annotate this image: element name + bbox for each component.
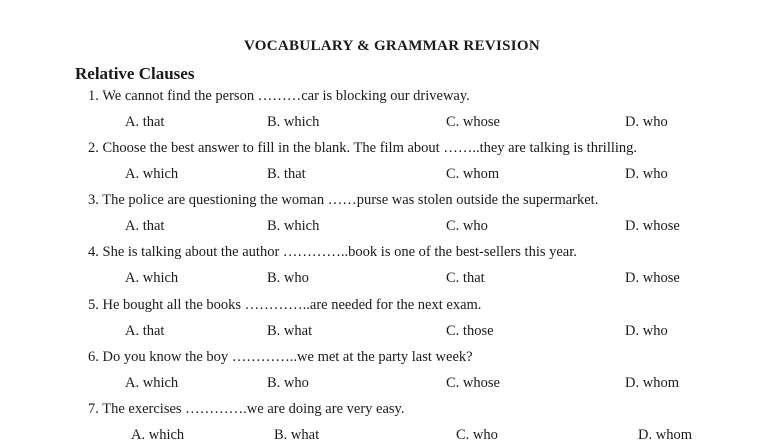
option-c: C. who xyxy=(446,218,488,234)
option-c: C. who xyxy=(456,427,498,441)
question-text: 3. The police are questioning the woman ……purse was stolen outside the supermarket. xyxy=(88,192,599,208)
option-a: A. that xyxy=(125,218,165,234)
question-4 xyxy=(0,244,784,296)
option-b: B. what xyxy=(267,323,313,339)
option-c: C. whose xyxy=(446,114,500,130)
question-text: 5. He bought all the books …………..are needed for the next exam. xyxy=(88,297,482,313)
option-d: D. who xyxy=(625,166,668,182)
option-b: B. that xyxy=(267,166,306,182)
option-d: D. whose xyxy=(625,218,680,234)
page-title: VOCABULARY & GRAMMAR REVISION xyxy=(243,38,541,54)
question-2 xyxy=(0,140,784,192)
option-a: A. which xyxy=(125,375,179,391)
question-5 xyxy=(0,297,784,349)
option-b: B. who xyxy=(267,270,309,286)
question-1 xyxy=(0,88,784,140)
option-c: C. that xyxy=(446,270,485,286)
option-b: B. what xyxy=(274,427,320,441)
question-3 xyxy=(0,192,784,244)
option-a: A. which xyxy=(125,166,179,182)
option-b: B. which xyxy=(267,114,320,130)
option-a: A. which xyxy=(125,270,179,286)
option-a: A. that xyxy=(125,114,165,130)
section-heading: Relative Clauses xyxy=(75,64,195,83)
option-a: A. that xyxy=(125,323,165,339)
option-d: D. who xyxy=(625,114,668,130)
option-d: D. whom xyxy=(625,375,679,391)
question-text: 1. We cannot find the person ………car is blocking our driveway. xyxy=(88,88,470,104)
option-b: B. who xyxy=(267,375,309,391)
question-6 xyxy=(0,349,784,401)
option-b: B. which xyxy=(267,218,320,234)
option-c: C. whom xyxy=(446,166,500,182)
question-text: 7. The exercises ………….we are doing are very easy. xyxy=(88,401,405,417)
question-text: 6. Do you know the boy …………..we met at the party last week? xyxy=(88,349,473,365)
question-7 xyxy=(0,401,784,441)
option-d: D. whose xyxy=(625,270,680,286)
option-a: A. which xyxy=(131,427,185,441)
question-text: 4. She is talking about the author …………..book is one of the best-sellers this year. xyxy=(88,244,577,260)
option-c: C. whose xyxy=(446,375,500,391)
option-c: C. those xyxy=(446,323,494,339)
option-d: D. who xyxy=(625,323,668,339)
question-text: 2. Choose the best answer to fill in the blank. The film about ……..they are talking is thrilling. xyxy=(88,140,638,156)
option-d: D. whom xyxy=(638,427,692,441)
